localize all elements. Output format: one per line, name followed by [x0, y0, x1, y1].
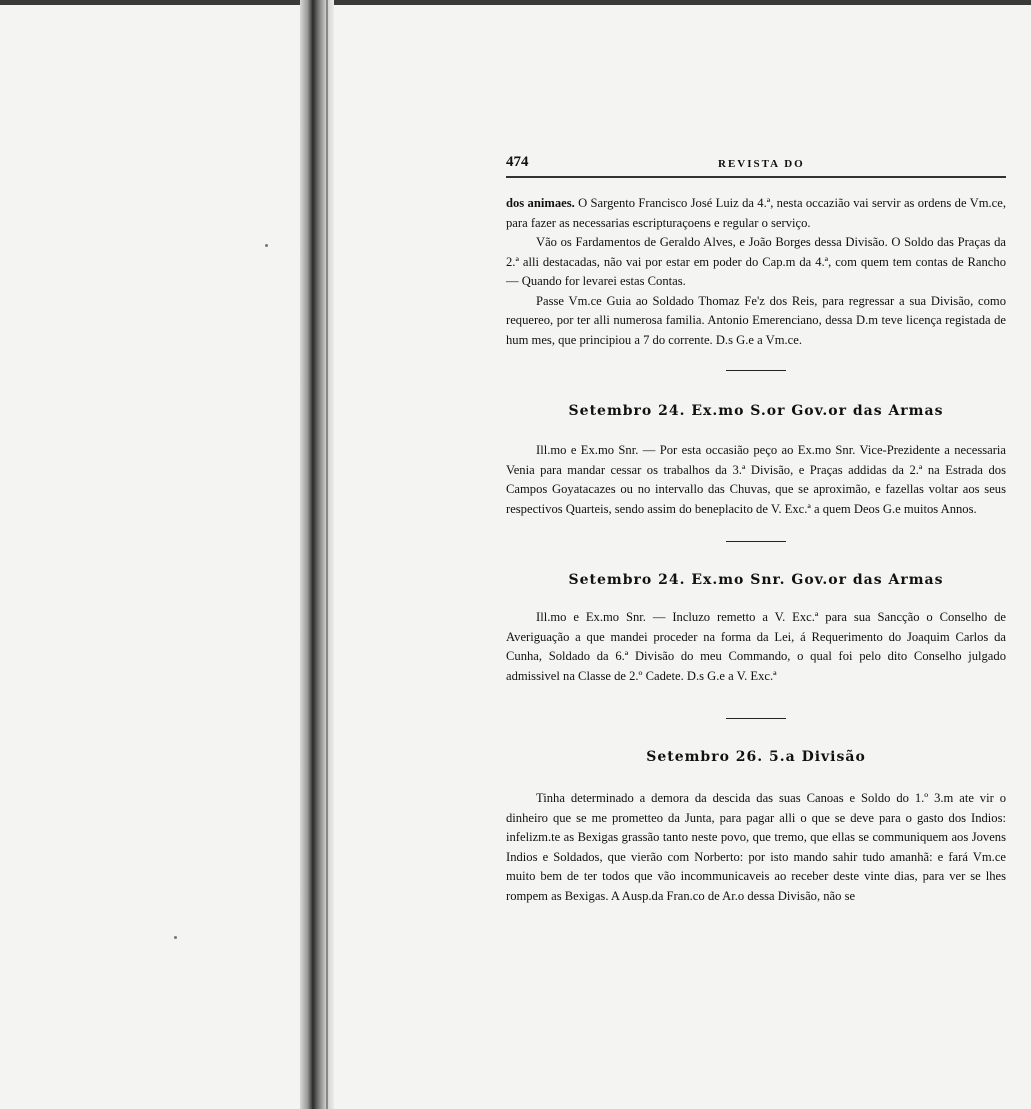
- section-heading: Setembro 26. 5.a Divisão: [646, 749, 866, 765]
- section-divider: [726, 370, 786, 371]
- page-number: 474: [506, 154, 529, 170]
- scan-speck: [174, 936, 177, 939]
- scan-top-edge: [0, 0, 1031, 5]
- section-heading: Setembro 24. Ex.mo Snr. Gov.or das Armas: [568, 572, 944, 588]
- paragraph-lead: dos animaes.: [506, 196, 575, 210]
- section-divider: [726, 541, 786, 542]
- paragraph-text: O Sargento Francisco José Luiz da 4.ª, nesta occazião vai servir as ordens de Vm.ce, para fazer as necessarias escripturaçoens e regular o serviço.: [506, 196, 1006, 230]
- gutter-crease: [326, 0, 328, 1109]
- paragraph: Passe Vm.ce Guia ao Soldado Thomaz Fe'z dos Reis, para regressar a sua Divisão, como requereo, por ter alli numerosa familia. Antonio Emerenciano, dessa D.m teve licença registada de hum mes, que principiou a 7 do corrente. D.s G.e a Vm.ce.: [506, 293, 1006, 347]
- section-divider: [726, 718, 786, 719]
- book-page: [506, 150, 1006, 906]
- section-text: Tinha determinado a demora da descida das suas Canoas e Soldo do 1.º 3.m ate vir o dinheiro que se me prometteo da Junta, para pagar alli o que se deve para o gasto dos Indios: infelizm.te as Bexigas grassão tanto neste povo, que tremo, que ellas se communiquem aos Jovens Indios e Soldados, que vierão com Norberto: por isto mando sahir tudo amanhã: e fará Vm.ce muito bem de ter todos que vão incommunicaveis ao receber deste vinte dias, para ver se lhes rompem as Bexigas. A Ausp.da Fran.co de Ar.o dessa Divisão, não se: [506, 791, 1006, 903]
- running-head-title: REVISTA DO: [718, 158, 805, 170]
- section-text: Ill.mo e Ex.mo Snr. — Incluzo remetto a V. Exc.ª para sua Sancção o Conselho de Averiguação a que mandei proceder na forma da Lei, á Requerimento do Joaquim Carlos da Cunha, Soldado da 6.ª Divisão do meu Commando, o qual foi pelo dito Conselho julgado admissivel na Classe de 2.º Cadete. D.s G.e a V. Exc.ª: [506, 610, 1006, 683]
- scan-speck: [265, 244, 268, 247]
- section-text: Ill.mo e Ex.mo Snr. — Por esta occasião peço ao Ex.mo Snr. Vice-Prezidente a necessaria Venia para mandar cessar os trabalhos da 3.ª Divisão, e Praças addidas da 2.ª na Estrada dos Campos Goyatacazes ou no intervallo das Chuvas, que se aproximão, e fazellas voltar aos seus respectivos Quarteis, sendo assim do beneplacito de V. Exc.ª a quem Deos G.e muitos Annos.: [506, 443, 1006, 516]
- book-gutter: [300, 0, 334, 1109]
- running-head: [506, 150, 1006, 178]
- paragraph: Vão os Fardamentos de Geraldo Alves, e João Borges dessa Divisão. O Soldo das Praças da 2.ª alli destacadas, não vai por estar em poder do Cap.m da 4.ª, com quem tem contas de Rancho — Quando for levarei estas Contas.: [506, 235, 1006, 288]
- section-heading: Setembro 24. Ex.mo S.or Gov.or das Armas: [568, 403, 944, 419]
- paragraph: [506, 194, 1006, 233]
